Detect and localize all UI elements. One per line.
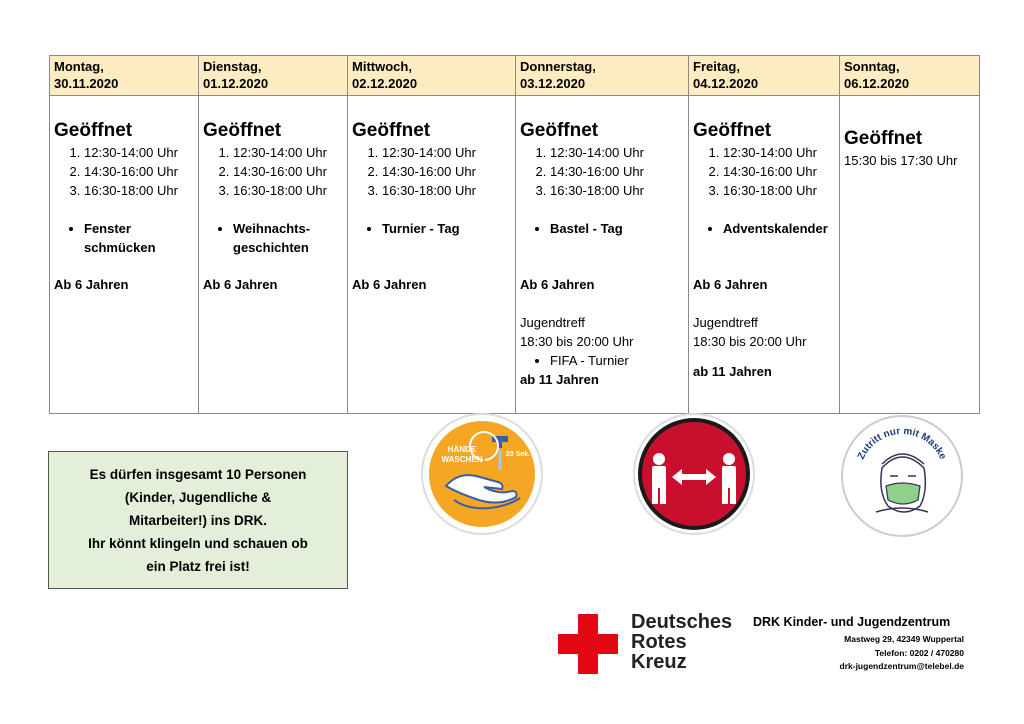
notice-line: (Kinder, Jugendliche & xyxy=(124,489,272,505)
open-status: Geöffnet xyxy=(844,128,923,149)
address-block xyxy=(844,632,964,660)
time-slot: 2. 14:30-16:00 Uhr xyxy=(84,162,194,181)
open-hours: 15:30 bis 17:30 Uhr xyxy=(844,153,958,168)
activity-item: • Adventskalender xyxy=(723,219,835,238)
youth-activity-list xyxy=(520,351,684,370)
schedule-table xyxy=(49,55,980,414)
time-slot: 3. 16:30-18:00 Uhr xyxy=(382,181,511,200)
open-status: Geöffnet xyxy=(520,120,599,141)
notice-line: Mitarbeiter!) ins DRK. xyxy=(128,512,267,528)
time-slot: 2. 14:30-16:00 Uhr xyxy=(233,162,343,181)
occupancy-notice xyxy=(48,451,348,589)
time-slots xyxy=(352,143,511,200)
hand-washing-icon xyxy=(420,412,544,536)
day-header-tuesday: Dienstag, 01.12.2020 xyxy=(199,56,348,96)
youth-title: Jugendtreff xyxy=(693,315,758,330)
activity-list xyxy=(520,219,684,238)
activity-list xyxy=(693,219,835,238)
keep-distance-icon xyxy=(632,412,756,536)
time-slot: 1. 12:30-14:00 Uhr xyxy=(550,143,684,162)
day-cell-monday xyxy=(50,96,199,414)
sign-text-mask: Zutritt nur mit Maske xyxy=(855,425,949,462)
notice-line: Ihr könnt klingeln und schauen ob xyxy=(88,535,308,551)
time-slots xyxy=(520,143,684,200)
time-slot: 2. 14:30-16:00 Uhr xyxy=(382,162,511,181)
time-slot: 1. 12:30-14:00 Uhr xyxy=(382,143,511,162)
activity-item: • Turnier - Tag xyxy=(382,219,511,238)
organization-name: DRK Kinder- und Jugendzentrum xyxy=(753,615,951,629)
sign-text-seconds: 20 Sek. xyxy=(505,451,531,458)
time-slot: 3. 16:30-18:00 Uhr xyxy=(84,181,194,200)
day-header-thursday: Donnerstag, 03.12.2020 xyxy=(516,56,689,96)
time-slot: 3. 16:30-18:00 Uhr xyxy=(723,181,835,200)
face-mask-icon xyxy=(840,414,964,538)
time-slot: 3. 16:30-18:00 Uhr xyxy=(233,181,343,200)
email-address[interactable]: drk-jugendzentrum@telebel.de xyxy=(839,661,964,671)
red-cross-icon xyxy=(558,614,618,674)
sign-text-waschen: WASCHEN xyxy=(441,455,483,464)
age-label: Ab 6 Jahren xyxy=(520,277,595,292)
day-header-monday: Montag, 30.11.2020 xyxy=(50,56,199,96)
day-cell-friday xyxy=(689,96,840,414)
youth-age-label: ab 11 Jahren xyxy=(520,372,599,387)
street-address: Mastweg 29, 42349 Wuppertal xyxy=(844,634,964,644)
time-slots xyxy=(54,143,194,200)
open-status: Geöffnet xyxy=(352,120,431,141)
notice-line: ein Platz frei ist! xyxy=(146,558,250,574)
day-header-sunday: Sonntag, 06.12.2020 xyxy=(840,56,980,96)
time-slot: 1. 12:30-14:00 Uhr xyxy=(84,143,194,162)
day-header-friday: Freitag, 04.12.2020 xyxy=(689,56,840,96)
schedule-body-row xyxy=(50,96,980,414)
time-slot: 3. 16:30-18:00 Uhr xyxy=(550,181,684,200)
age-label: Ab 6 Jahren xyxy=(352,277,427,292)
day-cell-sunday xyxy=(840,96,980,414)
time-slot: 2. 14:30-16:00 Uhr xyxy=(550,162,684,181)
time-slot: 1. 12:30-14:00 Uhr xyxy=(233,143,343,162)
drk-wordmark xyxy=(631,612,732,672)
activity-item: • Bastel - Tag xyxy=(550,219,684,238)
brand-line: Kreuz xyxy=(631,651,687,673)
time-slot: 1. 12:30-14:00 Uhr xyxy=(723,143,835,162)
youth-time: 18:30 bis 20:00 Uhr xyxy=(693,334,807,349)
brand-line: Rotes xyxy=(631,631,687,653)
activity-list xyxy=(352,219,511,238)
open-status: Geöffnet xyxy=(54,120,133,141)
day-cell-wednesday xyxy=(348,96,516,414)
activity-item: • Fenster schmücken xyxy=(84,219,194,257)
time-slots xyxy=(693,143,835,200)
time-slots xyxy=(203,143,343,200)
activity-list xyxy=(203,219,343,257)
notice-line: Es dürfen insgesamt 10 Personen xyxy=(89,466,307,482)
day-cell-tuesday xyxy=(199,96,348,414)
open-status: Geöffnet xyxy=(203,120,282,141)
open-status: Geöffnet xyxy=(693,120,772,141)
age-label: Ab 6 Jahren xyxy=(54,277,129,292)
youth-time: 18:30 bis 20:00 Uhr xyxy=(520,334,634,349)
activity-list xyxy=(54,219,194,257)
day-header-wednesday: Mittwoch, 02.12.2020 xyxy=(348,56,516,96)
youth-title: Jugendtreff xyxy=(520,315,585,330)
brand-line: Deutsches xyxy=(631,611,733,633)
day-cell-thursday xyxy=(516,96,689,414)
youth-activity-item: • FIFA - Turnier xyxy=(550,351,684,370)
age-label: Ab 6 Jahren xyxy=(203,277,278,292)
youth-age-label: ab 11 Jahren xyxy=(693,364,772,379)
activity-item: • Weihnachts- geschichten xyxy=(233,219,343,257)
sign-text-haende: HÄNDE xyxy=(447,445,477,454)
time-slot: 2. 14:30-16:00 Uhr xyxy=(723,162,835,181)
age-label: Ab 6 Jahren xyxy=(693,277,768,292)
schedule-header-row xyxy=(50,56,980,96)
phone-number: Telefon: 0202 / 470280 xyxy=(874,648,964,658)
